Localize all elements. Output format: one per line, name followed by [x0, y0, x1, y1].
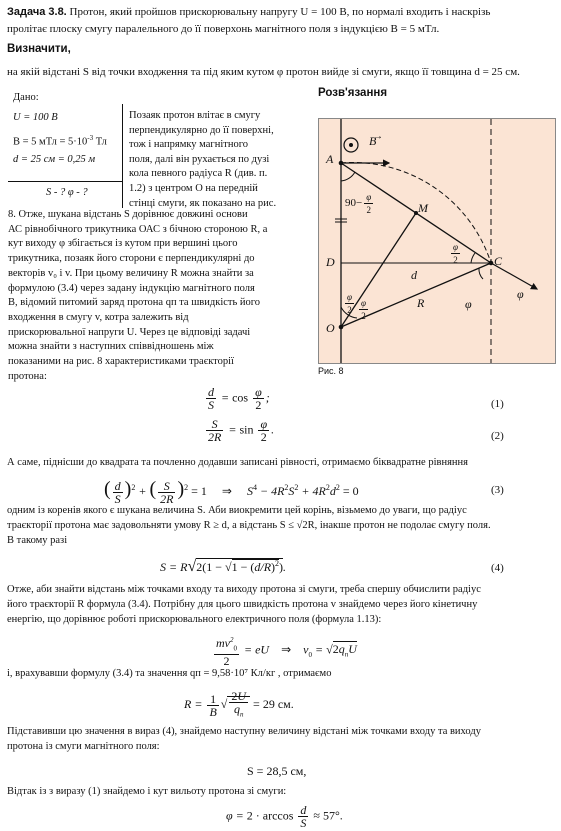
label-c: C [494, 254, 503, 268]
task-label: Задача 3.8. [7, 6, 67, 18]
given-b: В = 5 мТл = $5\cdot 10^{-3}$ Тл [13, 134, 107, 148]
find: S - ? φ - ? [46, 187, 88, 198]
para-roots-2: траєкторії протона має задовольняти умову R ≥ d, а відстань S ≤ √2R, інакше протон не подолає смугу поля. [7, 520, 491, 531]
given-u: U = 100 В [13, 112, 58, 123]
para-roots-3: В такому разі [7, 535, 68, 546]
energy-equation: $\frac{mv^2_0}{2}$ = eU ⇒ $v_0 = √2q_пU$ [216, 636, 357, 669]
label-phi2-c: $\frac{\varphi}{2}$ [453, 242, 458, 265]
s-result: S = 28,5 см, [247, 764, 307, 778]
para-radius-3: енергію, що дорівнює роботі прискорювального електричного поля (формула 1.13): [7, 614, 382, 625]
solution-title: Розв'язання [318, 87, 388, 99]
label-phi2-o1: $\frac{\varphi}{2}$ [347, 292, 352, 315]
label-d: D [326, 255, 335, 269]
equation-2: $\frac{S}{2R}$ = sin $\frac{\varphi}{2}$ . [208, 417, 275, 444]
label-o: O [326, 321, 335, 335]
label-d-distance: d [411, 268, 417, 282]
label-r: R [417, 296, 425, 310]
para-subst-2: протона із смуги магнітного поля: [7, 741, 160, 752]
task-text-2: пролітає плоску смугу паралельного до її поверхонь магнітного поля з індукцією B = 5 мТл. [7, 23, 440, 35]
determine-question: на якій відстані S від точки входження та під яким кутом φ протон вийде зі смуги, якщо її товщина d = 25 см. [7, 66, 520, 78]
radius-formula: R = $\frac{1}{B}$ √ $\frac{2U}{q_п}$ = 29 см. [184, 689, 294, 719]
eq1-number: (1) [491, 398, 504, 410]
equation-3: ( $\frac{d}{S}$ )$^2$ + ( $\frac{S}{2R}$ )$^2$ = 1 ⇒ $S^4 - 4R^2S^2 + 4R^2d^2 = 0$ [104, 478, 359, 506]
side-text: Позаяк протон влітає в смугу перпендикулярно до її поверхні, тож і напрямку магнітного поля, далі він рухається по дузі кола певного радіуса R (див. п. 1.2) з центром О на передній стінці смуги, як показано на рис. [129, 110, 277, 209]
figure-8: A B → D C O M d R 90− $\frac{\varphi}{2}$ φ φ $\frac{\varphi}{2}$ $\frac{\varphi}{2}$ $\frac{\varphi}{2}$ [318, 118, 556, 364]
label-a: A [326, 152, 334, 166]
label-m: M [418, 201, 428, 215]
determine-label: Визначити, [7, 43, 71, 55]
para-after-eqs: А саме, піднісши до квадрата та почленно додавши записані рівності, отримаємо біквадратне рівняння [7, 457, 468, 468]
angle-equation: φ = 2 · arccos $\frac{d}{S}$ ≈ 57°. [226, 803, 343, 830]
para-subst-1: Підставивши цю значення в вираз (4), знайдемо наступну величину відстані між точками входу та виходу [7, 726, 481, 737]
equation-4: $S = R√2(1 - √1 - (d/R)^2)$. [160, 558, 287, 575]
label-90-phi: 90− $\frac{\varphi}{2}$ [345, 192, 372, 215]
label-b: B [369, 134, 377, 148]
figure-svg [319, 119, 555, 363]
figure-caption: Рис. 8 [318, 366, 344, 376]
task-text-1: Протон, який пройшов прискорювальну напругу U = 100 В, по нормалі входить і наскрізь [66, 6, 491, 18]
body-text: 8. Отже, шукана відстань S дорівнює довжині основи АС рівнобічного трикутника ОАС з бічною стороною R, а кут виходу φ збігається із кутом при вершині цього трикутника, позаяк його сторони є перпендикулярні до векторів v₀ і v. При цьому величину R можна знайти за формулою (3.4) через задану індукцію магнітного поля B, відомий питомий заряд протона qп та швидкість його входження в смугу v, котра залежить від прискорювальної напруги U. Через це відповіді задачі можна знайти з наступних співвідношень між показаними на рис. 8 характеристиками траєкторії протона: [8, 209, 268, 382]
eq4-number: (4) [491, 562, 504, 574]
equation-1: $\frac{d}{S}$ = cos $\frac{\varphi}{2}$ ; [208, 385, 270, 412]
para-formula-34: і, врахувавши формулу (3.4) та значення qп = 9,58·10⁷ Кл/кг , отримаємо [7, 668, 332, 679]
para-radius-1: Отже, аби знайти відстань між точками входу та виходу протона зі смуги, треба спершу обчислити радіус [7, 584, 481, 595]
task-statement [7, 6, 490, 18]
para-angle: Відтак із з виразу (1) знайдемо і кут вильоту протона зі смуги: [7, 786, 287, 797]
given-block [8, 88, 120, 206]
label-phi-exit: φ [517, 287, 524, 301]
label-phi2-o2: $\frac{\varphi}{2}$ [361, 298, 366, 321]
para-roots-1: одним із коренів якого є шукана величина S. Аби виокремити цей корінь, візьмемо до уваги, що радіус [7, 505, 467, 516]
given-vertical-divider [122, 104, 123, 208]
eq3-number: (3) [491, 484, 504, 496]
given-title: Дано: [13, 92, 39, 103]
para-radius-2: його траєкторії R формула (3.4). Потрібну для цього швидкість протона v знайдемо через його кінетичну [7, 599, 478, 610]
given-divider [8, 181, 122, 182]
label-phi-c: φ [465, 297, 472, 311]
eq2-number: (2) [491, 430, 504, 442]
given-d: d = 25 см = 0,25 м [13, 154, 96, 165]
